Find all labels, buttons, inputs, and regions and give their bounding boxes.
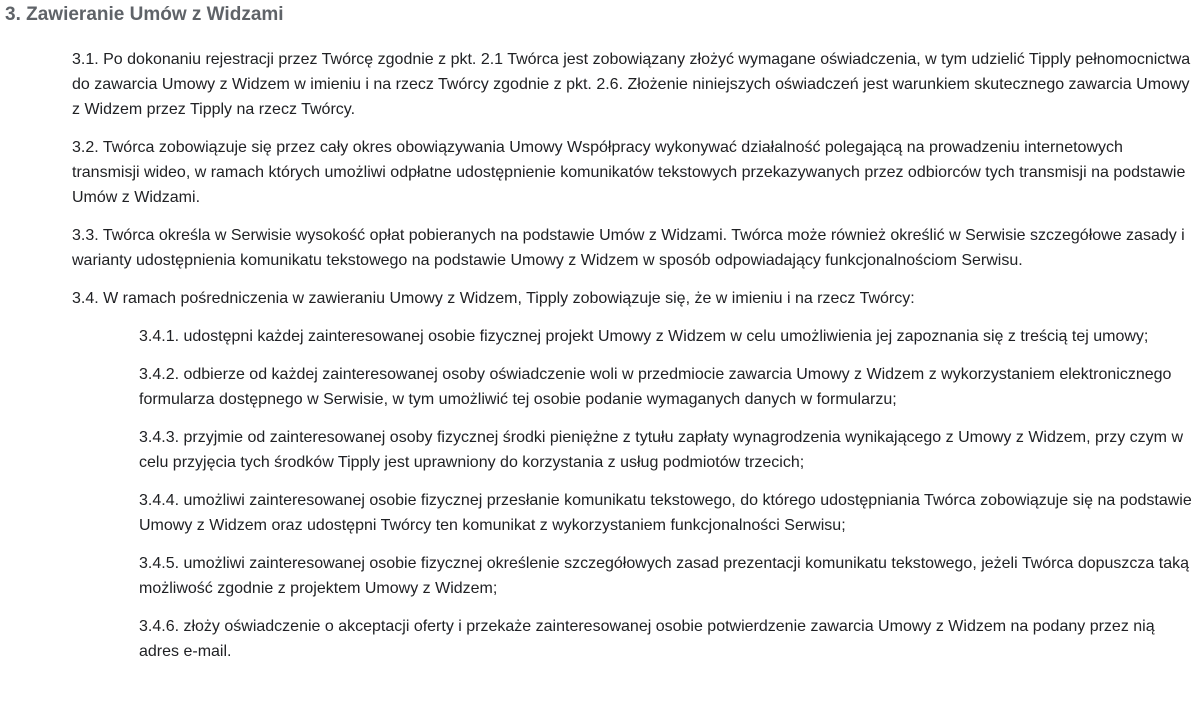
subclause-3-4-1: 3.4.1. udostępni każdej zainteresowanej osobie fizycznej projekt Umowy z Widzem w celu umożliwienia jej zapoznania się z treścią tej umowy; [139, 328, 1149, 345]
clause-3-2 [72, 135, 1194, 210]
clause-3-1 [72, 47, 1194, 122]
clause-text: 3.1. Po dokonaniu rejestracji przez Twórcę zgodnie z pkt. 2.1 Twórca jest zobowiązany złożyć wymagane oświadczenia, w tym udzielić Tipply pełnomocnictwa do zawarcia Umowy z Widzem w imieniu i na rzecz Twórcy zgodnie z pkt. 2.6. Złożenie niniejszych oświadczeń jest warunkiem skutecznego zawarcia Umowy z Widzem przez Tipply na rzecz Twórcy. [72, 51, 1191, 118]
clause-text: 3.2. Twórca zobowiązuje się przez cały okres obowiązywania Umowy Współpracy wykonywać działalność polegającą na prowadzeniu internetowych transmisji wideo, w ramach których umożliwi odpłatne udostępnienie komunikatów tekstowych przekazywanych przez odbiorców tych transmisji na podstawie Umów z Widzami. [72, 139, 1186, 206]
clause-3-3 [72, 223, 1194, 273]
section-title: 3. Zawieranie Umów z Widzami [5, 4, 284, 25]
subclause-3-4-5: 3.4.5. umożliwi zainteresowanej osobie fizycznej określenie szczegółowych zasad prezentacji komunikatu tekstowego, jeżeli Twórca dopuszcza taką możliwość zgodnie z projektem Umowy z Widzem; [139, 555, 1190, 597]
subclause-3-4-3: 3.4.3. przyjmie od zainteresowanej osoby fizycznej środki pieniężne z tytułu zapłaty wynagrodzenia wynikającego z Umowy z Widzem, przy czym w celu przyjęcia tych środków Tipply jest uprawniony do korzystania z usług podmiotów trzecich; [139, 429, 1183, 471]
clause-text: 3.4. W ramach pośredniczenia w zawieraniu Umowy z Widzem, Tipply zobowiązuje się, że w imieniu i na rzecz Twórcy: [72, 290, 915, 307]
subclause-3-4-6: 3.4.6. złoży oświadczenie o akceptacji oferty i przekaże zainteresowanej osobie potwierdzenie zawarcia Umowy z Widzem na podany przez nią adres e-mail. [139, 618, 1155, 660]
clause-list [72, 47, 1194, 677]
clause-3-4 [72, 286, 1194, 664]
subclause-3-4-2: 3.4.2. odbierze od każdej zainteresowanej osoby oświadczenie woli w przedmiocie zawarcia Umowy z Widzem z wykorzystaniem elektronicznego formularza dostępnego w Serwisie, w tym umożliwić tej osobie podanie wymaganych danych w formularzu; [139, 366, 1172, 408]
clause-text: 3.3. Twórca określa w Serwisie wysokość opłat pobieranych na podstawie Umów z Widzami. Twórca może również określić w Serwisie szczegółowe zasady i warianty udostępnienia komunikatu tekstowego na podstawie Umowy z Widzem w sposób odpowiadający funkcjonalnościom Serwisu. [72, 227, 1185, 269]
subclause-3-4-4: 3.4.4. umożliwi zainteresowanej osobie fizycznej przesłanie komunikatu tekstowego, do którego udostępniania Twórca zobowiązuje się na podstawie Umowy z Widzem oraz udostępni Twórcy ten komunikat z wykorzystaniem funkcjonalności Serwisu; [139, 492, 1192, 534]
subclause-list [72, 324, 1194, 664]
